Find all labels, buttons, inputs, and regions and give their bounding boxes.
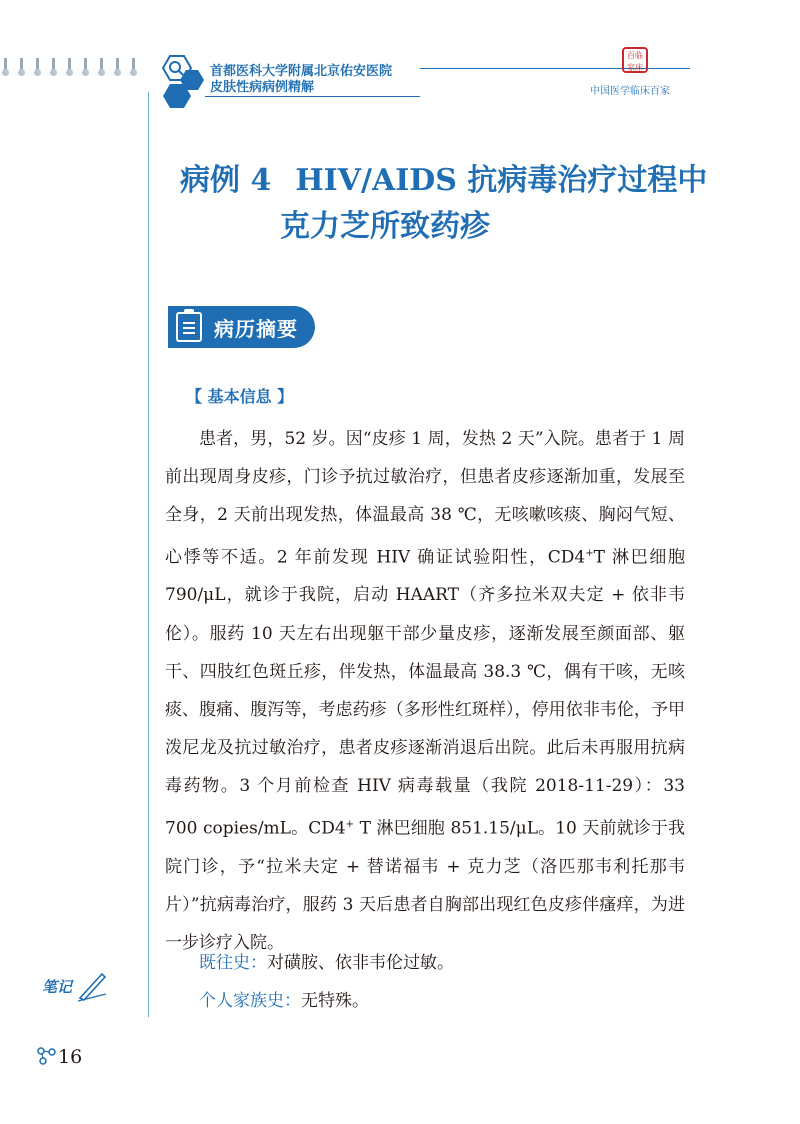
- case-title-line-1: HIV/AIDS 抗病毒治疗过程中: [295, 163, 708, 198]
- family-history-value: 无特殊。: [301, 991, 369, 1011]
- past-history: [199, 948, 454, 973]
- series-name: 中国医学临床百家: [590, 86, 670, 97]
- superscript-plus-1: +: [585, 547, 594, 559]
- basic-info-heading: 【 基本信息 】: [186, 387, 294, 406]
- clipboard-icon: [176, 312, 202, 342]
- family-history-key: 个人家族史：: [199, 991, 301, 1011]
- section-tag: [168, 306, 315, 348]
- header-rule: [205, 96, 420, 97]
- family-history: [199, 986, 369, 1011]
- past-history-key: 既往史：: [199, 953, 267, 973]
- superscript-plus-2: +: [345, 818, 355, 830]
- pen-icon: [76, 970, 108, 1002]
- case-paragraph: [165, 420, 685, 962]
- notes-label: 笔记: [42, 978, 73, 996]
- header-rule-upper: [420, 68, 690, 69]
- case-number: 病例 4: [180, 163, 272, 198]
- case-body: [165, 420, 685, 962]
- paragraph-part-3: T 淋巴细胞 851.15/μL。10 天前就诊于我院门诊，予“拉米夫定 + 替诺福韦 + 克力芝（洛匹那韦利托那韦片）”抗病毒治疗，服药 3 天后患者自胸部出现红色皮疹伴瘙痒，为进一步诊疗入院。: [165, 818, 685, 953]
- margin-divider: [148, 92, 149, 1017]
- hexagon-logo-icon: [156, 54, 204, 110]
- page-number-icon: [36, 1046, 58, 1066]
- case-title: [180, 158, 770, 250]
- past-history-value: 对磺胺、依非韦伦过敏。: [267, 953, 454, 973]
- page-number: 16: [58, 1046, 83, 1068]
- notes-icon: [42, 970, 112, 1004]
- paragraph-part-2: T 淋巴细胞 790/μL，就诊于我院，启动 HAART（齐多拉米双夫定 + 依非韦伦）。服药 10 天左右出现躯干部少量皮疹，逐渐发展至颜面部、躯干、四肢红色斑丘疹，伴发热，体温最高 38.3 ℃，偶有干咳，无咳痰、腹痛、腹泻等，考虑药疹（多形性红斑样），停用依非韦伦，予甲泼尼龙及抗过敏治疗，患者皮疹逐渐消退后出院。此后未再服用抗病毒药物。3 个月前检查 HIV 病毒载量（我院 2018-11-29）：33 700 copies/mL。CD4: [165, 547, 685, 839]
- publisher-line-2: 皮肤性病病例精解: [210, 80, 315, 95]
- section-label: 病历摘要: [214, 316, 298, 341]
- case-title-line-2: 克力芝所致药疹: [280, 209, 490, 244]
- series-seal: 百临家床: [622, 47, 648, 73]
- publisher-line-1: 首都医科大学附属北京佑安医院: [210, 64, 393, 79]
- paragraph-part-1: 患者，男，52 岁。因“皮疹 1 周，发热 2 天”入院。患者于 1 周前出现周身皮疹，门诊予抗过敏治疗，但患者皮疹逐渐加重，发展至全身，2 天前出现发热，体温最高 38 ℃，无咳嗽咳痰、胸闷气短、心悸等不适。2 年前发现 HIV 确证试验阳性，CD4: [165, 429, 685, 568]
- binding-ticks: [0, 58, 135, 78]
- header-title: [210, 64, 392, 96]
